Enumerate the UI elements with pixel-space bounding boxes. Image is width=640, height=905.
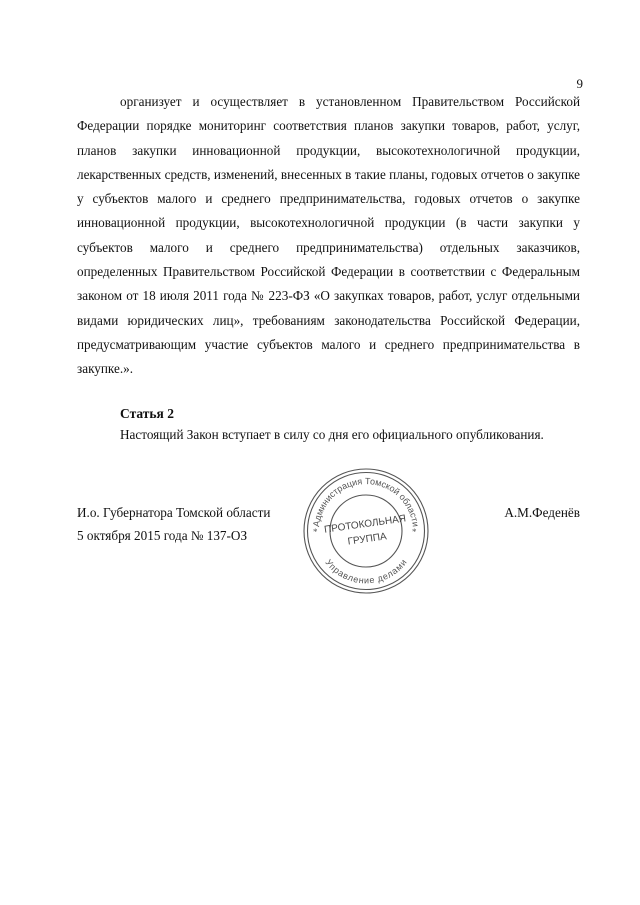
paragraph: организует и осуществляет в установленном Правительством Российской Федерации порядке мониторинг соответствия планов закупки товаров, работ, услуг, планов закупки инновационной продукции, высокотехнологичной продукции, лекарственных средств, изменений, внесенных в такие планы, годовых отчетов о закупке у субъектов малого и среднего предпринимательства, годовых отчетов о закупке инновационной продукции, высокотехнологичной продукции (в части закупки у субъектов малого и среднего предпринимательства) отдельных заказчиков, определенных Правительством Российской Федерации в соответствии с Федеральным законом от 18 июля 2011 года № 223-ФЗ «О закупках товаров, работ, услуг отдельными видами юридических лиц», требованиям законодательства Российской Федерации, предусматривающим участие субъектов малого и среднего предпринимательства в закупке.». (77, 94, 580, 377)
stamp-center-line1: ПРОТОКОЛЬНАЯ (323, 513, 407, 536)
stamp-star-left: * (313, 527, 318, 537)
article-text: Настоящий Закон вступает в силу со дня его официального опубликования. (120, 427, 544, 442)
page-number: 9 (576, 76, 583, 91)
stamp-bottom-arc: Управление делами (323, 557, 409, 586)
signatory-name: А.М.Феденёв (504, 505, 580, 520)
stamp-star-right: * (412, 527, 417, 537)
article-heading: Статья 2 (120, 406, 174, 421)
law-date-number: 5 октября 2015 года № 137-ОЗ (77, 528, 248, 543)
stamp-top-arc: Администрация Томской области (311, 475, 421, 528)
signatory-title: И.о. Губернатора Томской области (77, 505, 271, 520)
body-text (77, 90, 580, 382)
stamp-center-line2: ГРУППА (346, 531, 388, 548)
stamp-rings (304, 469, 428, 593)
official-stamp (300, 465, 432, 597)
